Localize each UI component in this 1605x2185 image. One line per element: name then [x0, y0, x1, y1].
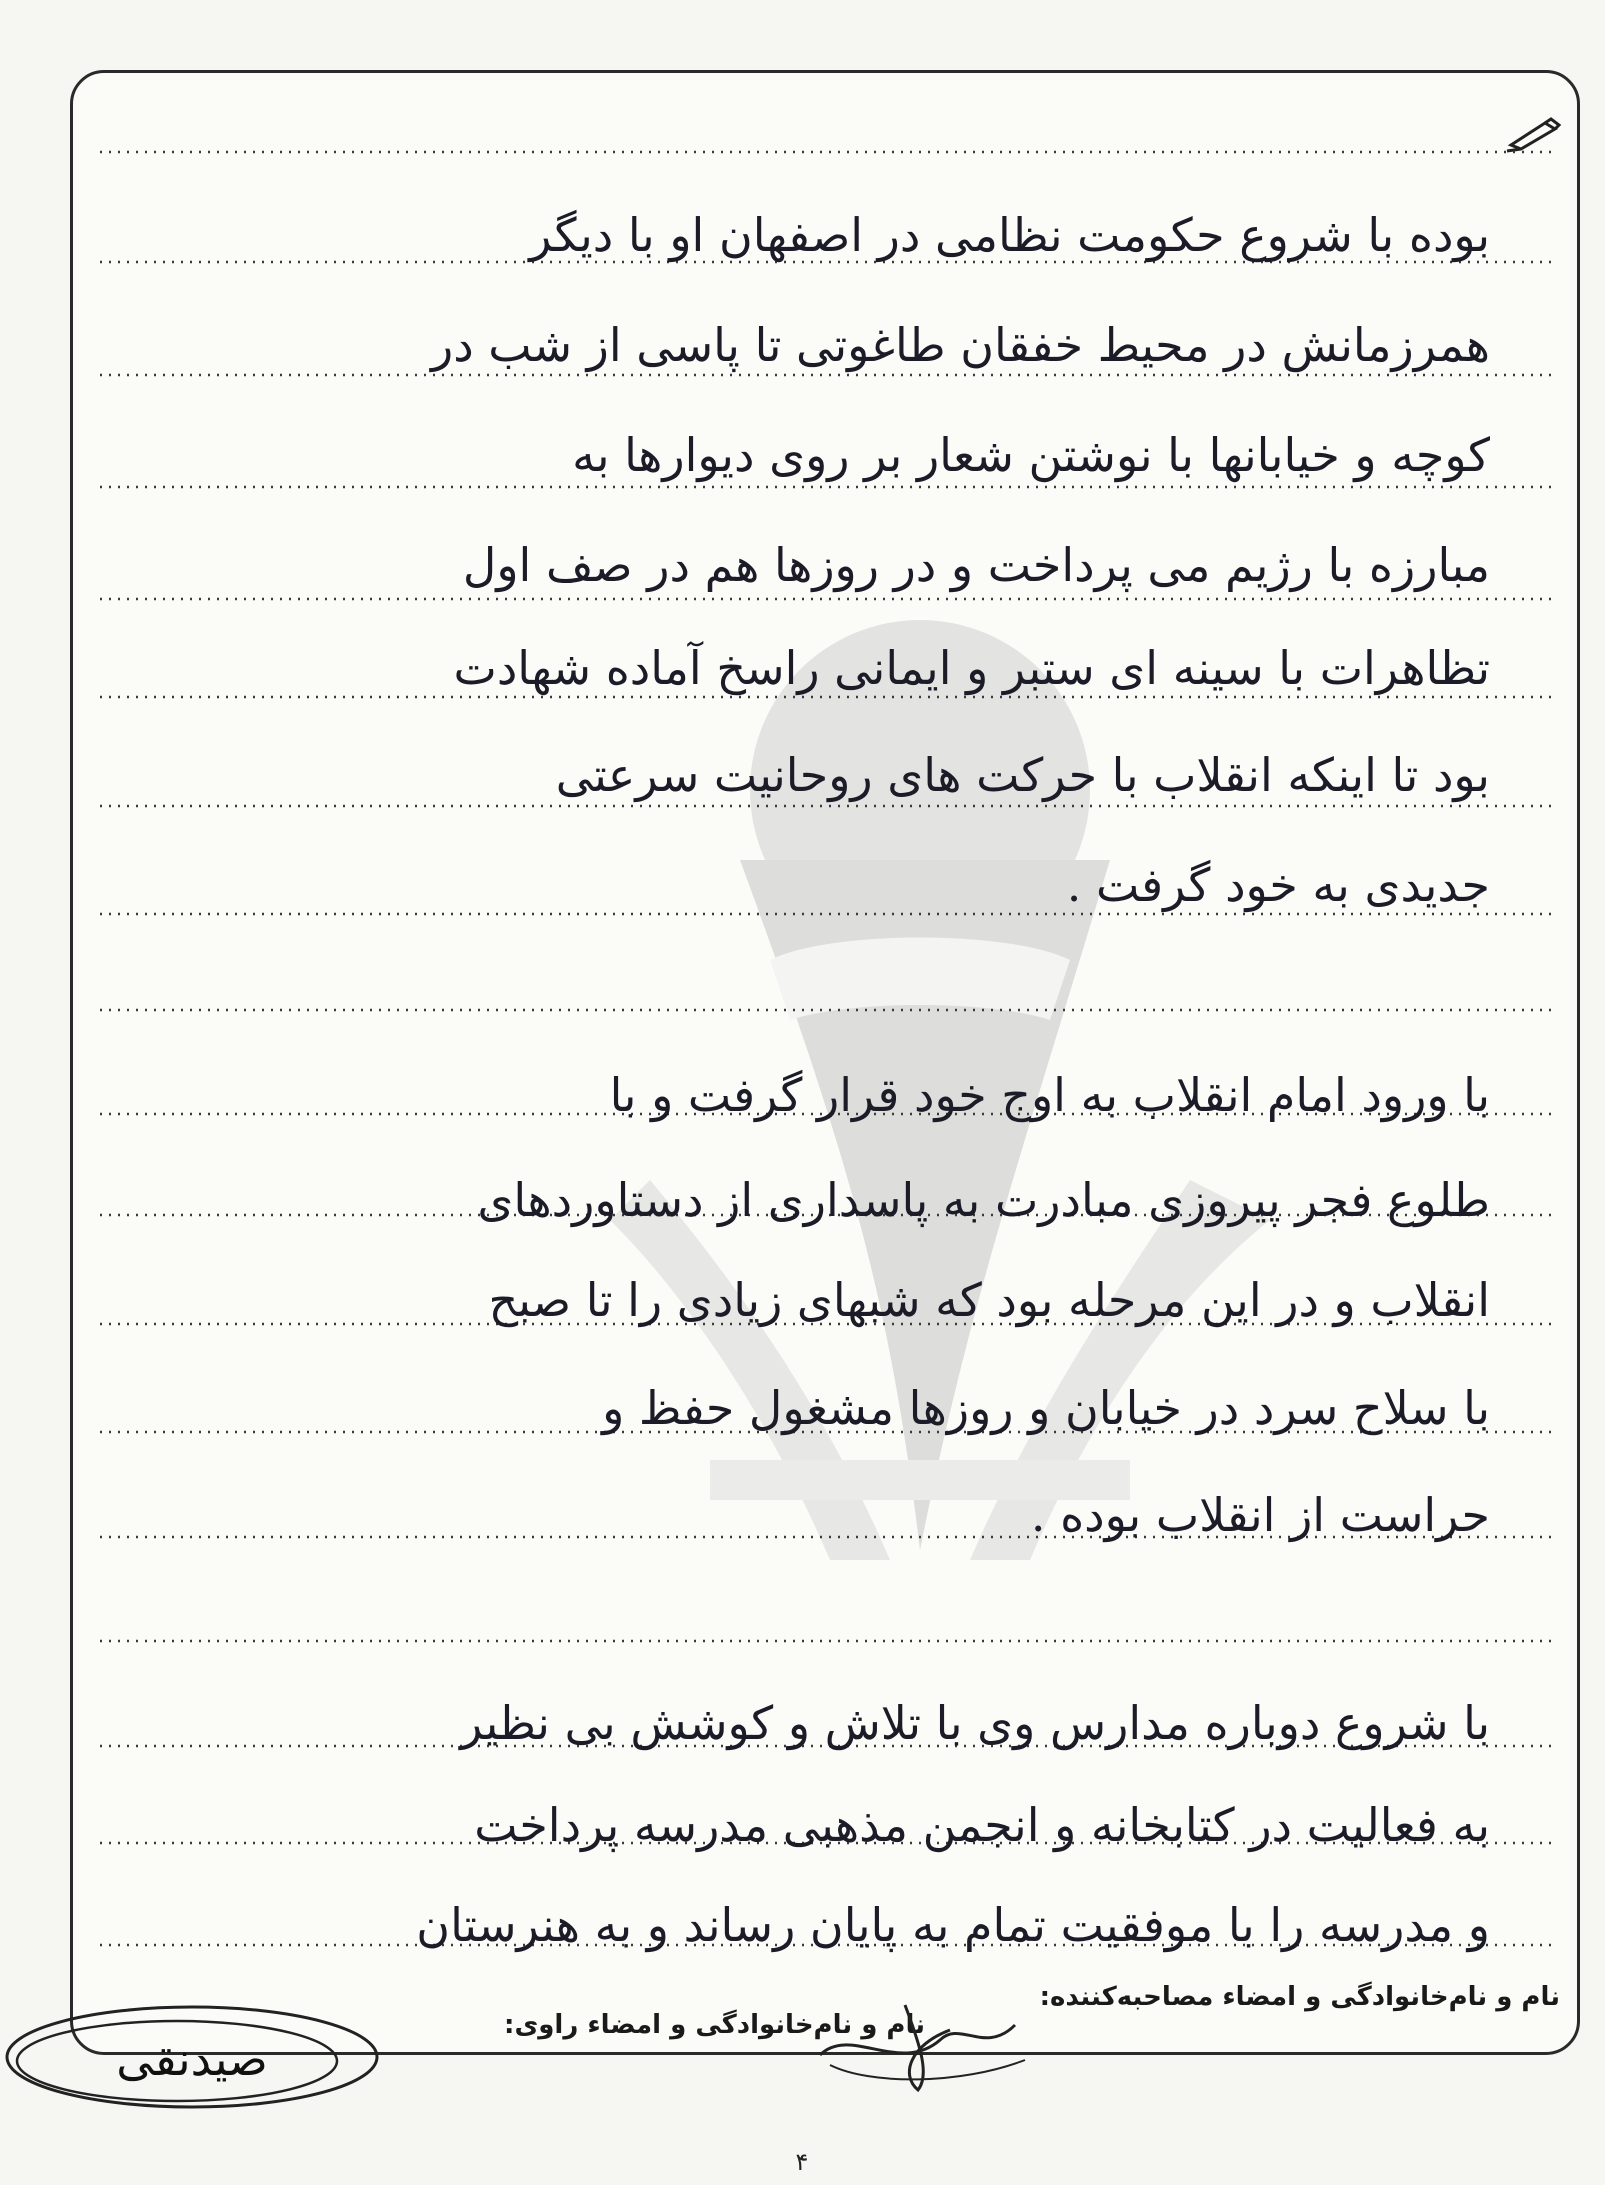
handwritten-line: با شروع دوباره مدارس وی با تلاش و کوشش بی نظیر: [460, 1696, 1490, 1750]
narrator-signature: [2, 1995, 402, 2120]
handwritten-line: حراست از انقلاب بوده .: [1030, 1488, 1490, 1542]
interviewer-signature-label: نام و نام‌خانوادگی و امضاء مصاحبه‌کننده:: [1039, 1982, 1560, 2012]
handwritten-line: همرزمانش در محیط خفقان طاغوتی تا پاسی از شب در: [430, 318, 1490, 372]
handwritten-line: جدیدی به خود گرفت .: [1066, 858, 1490, 912]
handwritten-line: با ورود امام انقلاب به اوج خود قرار گرفت و با: [609, 1068, 1490, 1122]
handwritten-line: انقلاب و در این مرحله بود که شبهای زیادی را تا صبح: [488, 1273, 1490, 1327]
handwritten-line: تظاهرات با سینه ای ستبر و ایمانی راسخ آماده شهادت: [453, 641, 1490, 695]
handwritten-line: مبارزه با رژیم می پرداخت و در روزها هم در صف اول: [462, 538, 1490, 592]
narrator-signature-label: نام و نام‌خانوادگی و امضاء راوی:: [504, 2010, 925, 2040]
svg-text:صیدنقی: صیدنقی: [116, 2032, 268, 2086]
handwritten-line: طلوع فجر پیروزی مبادرت به پاسداری از دستاوردهای: [477, 1173, 1490, 1227]
interviewer-signature: [810, 1985, 1040, 2095]
handwritten-line: به فعالیت در کتابخانه و انجمن مذهبی مدرسه پرداخت: [474, 1798, 1490, 1852]
handwritten-line: و مدرسه را با موفقیت تمام به پایان رساند و به هنرستان: [416, 1898, 1490, 1952]
page-number: ۴: [795, 2148, 809, 2176]
handwritten-line: کوچه و خیابانها با نوشتن شعار بر روی دیوارها به: [572, 428, 1490, 482]
handwritten-line: بود تا اینکه انقلاب با حرکت های روحانیت سرعتی: [555, 748, 1490, 802]
handwritten-line: بوده با شروع حکومت نظامی در اصفهان او با دیگر: [529, 208, 1490, 262]
handwritten-line: با سلاح سرد در خیابان و روزها مشغول حفظ و: [602, 1381, 1490, 1435]
